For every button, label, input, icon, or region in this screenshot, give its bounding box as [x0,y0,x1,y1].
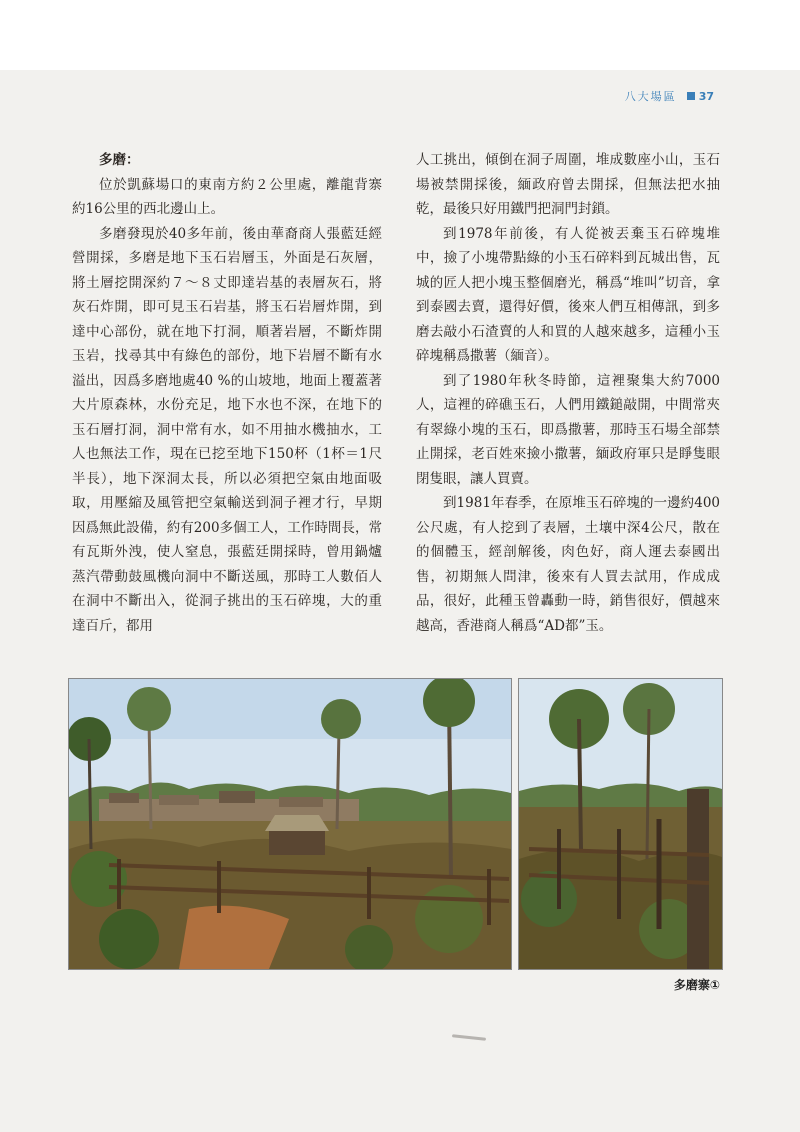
page-number-block [687,90,714,103]
page-header [625,88,714,104]
right-paragraph-2: 到了1980年秋冬時節，這裡聚集大約7000人，這裡的碎礁玉石，人們用鐵鎚敲開，中間常夾有翠綠小塊的玉石，即爲撒薯，那時玉石場全部禁止開採，老百姓來撿小撒薯，緬政府軍只是睜隻眼閉隻眼，讓人買賣。 [416,372,720,487]
left-column [72,148,382,638]
scan-top-band [0,0,800,70]
right-continuation: 人工挑出，傾倒在洞子周圍，堆成數座小山，玉石場被禁開採後，緬政府曾去開採，但無法把水抽乾，最後只好用鐵門把洞門封鎖。 [416,152,720,217]
page-number: 37 [698,89,714,103]
right-paragraph-1: 到1978年前後，有人從被丟棄玉石碎塊堆中，撿了小塊帶點綠的小玉石碎料到瓦城出售，瓦城的匠人把小塊玉整個磨光，稱爲“堆叫”切音，拿到泰國去賣，還得好價，後來人們互相傳訊，到多磨去敲小石渣賣的人和買的人越來越多，這種小玉碎塊稱爲撒薯（緬音）。 [416,225,720,364]
right-column [416,148,720,638]
left-paragraph-1: 位於凱蘇場口的東南方約２公里處，離龍背寨約16公里的西北邊山上。 [72,176,382,217]
page-marker-icon [687,92,695,100]
right-paragraph-3: 到1981年春季，在原堆玉石碎塊的一邊約400公尺處，有人挖到了表層，土壤中深4公尺，散在的個體玉，經剖解後，肉色好，商人運去泰國出售，初期無人問津，後來有人買去試用，作成成品，很好，此種玉曾轟動一時，銷售很好，價越來越高，香港商人稱爲“AD都”玉。 [416,495,720,634]
left-paragraph-2: 多磨發現於40多年前，後由華裔商人張藍廷經營開採，多磨是地下玉石岩層玉，外面是石灰層，將土層挖開深約７～８丈即達岩基的表層灰石，將灰石炸開，即可見玉石岩基，將玉石岩層炸開，到達中心部份，就在地下打洞，順著岩層，不斷炸開玉岩，找尋其中有綠色的部份，地下岩層不斷有水溢出，因爲多磨地處40 %的山坡地，地面上覆蓋著大片原森林，水份充足，地下水也不深，在地下的玉石層打洞，洞中常有水，如不用抽水機抽水，工人也無法工作，現在已挖至地下150杯（1杯＝1尺半長），地下深洞太長，所以必須把空氣由地面吸取，用壓縮及風管把空氣輸送到洞子裡才行，早期因爲無此設備，約有200多個工人，工作時間長，常有瓦斯外洩，使人窒息，張藍廷開採時，曾用鍋爐蒸汽帶動鼓風機向洞中不斷送風，那時工人數佰人在洞中不斷出入，從洞子挑出的玉石碎塊，大的重達百斤，都用 [72,225,382,634]
village-photo-left [68,678,512,970]
village-photo-right [518,678,723,970]
photo-caption: 多磨寨① [673,978,720,992]
scan-smudge [452,1034,486,1041]
section-title: 八大場區 [624,90,677,103]
article-heading: 多磨： [99,152,140,168]
